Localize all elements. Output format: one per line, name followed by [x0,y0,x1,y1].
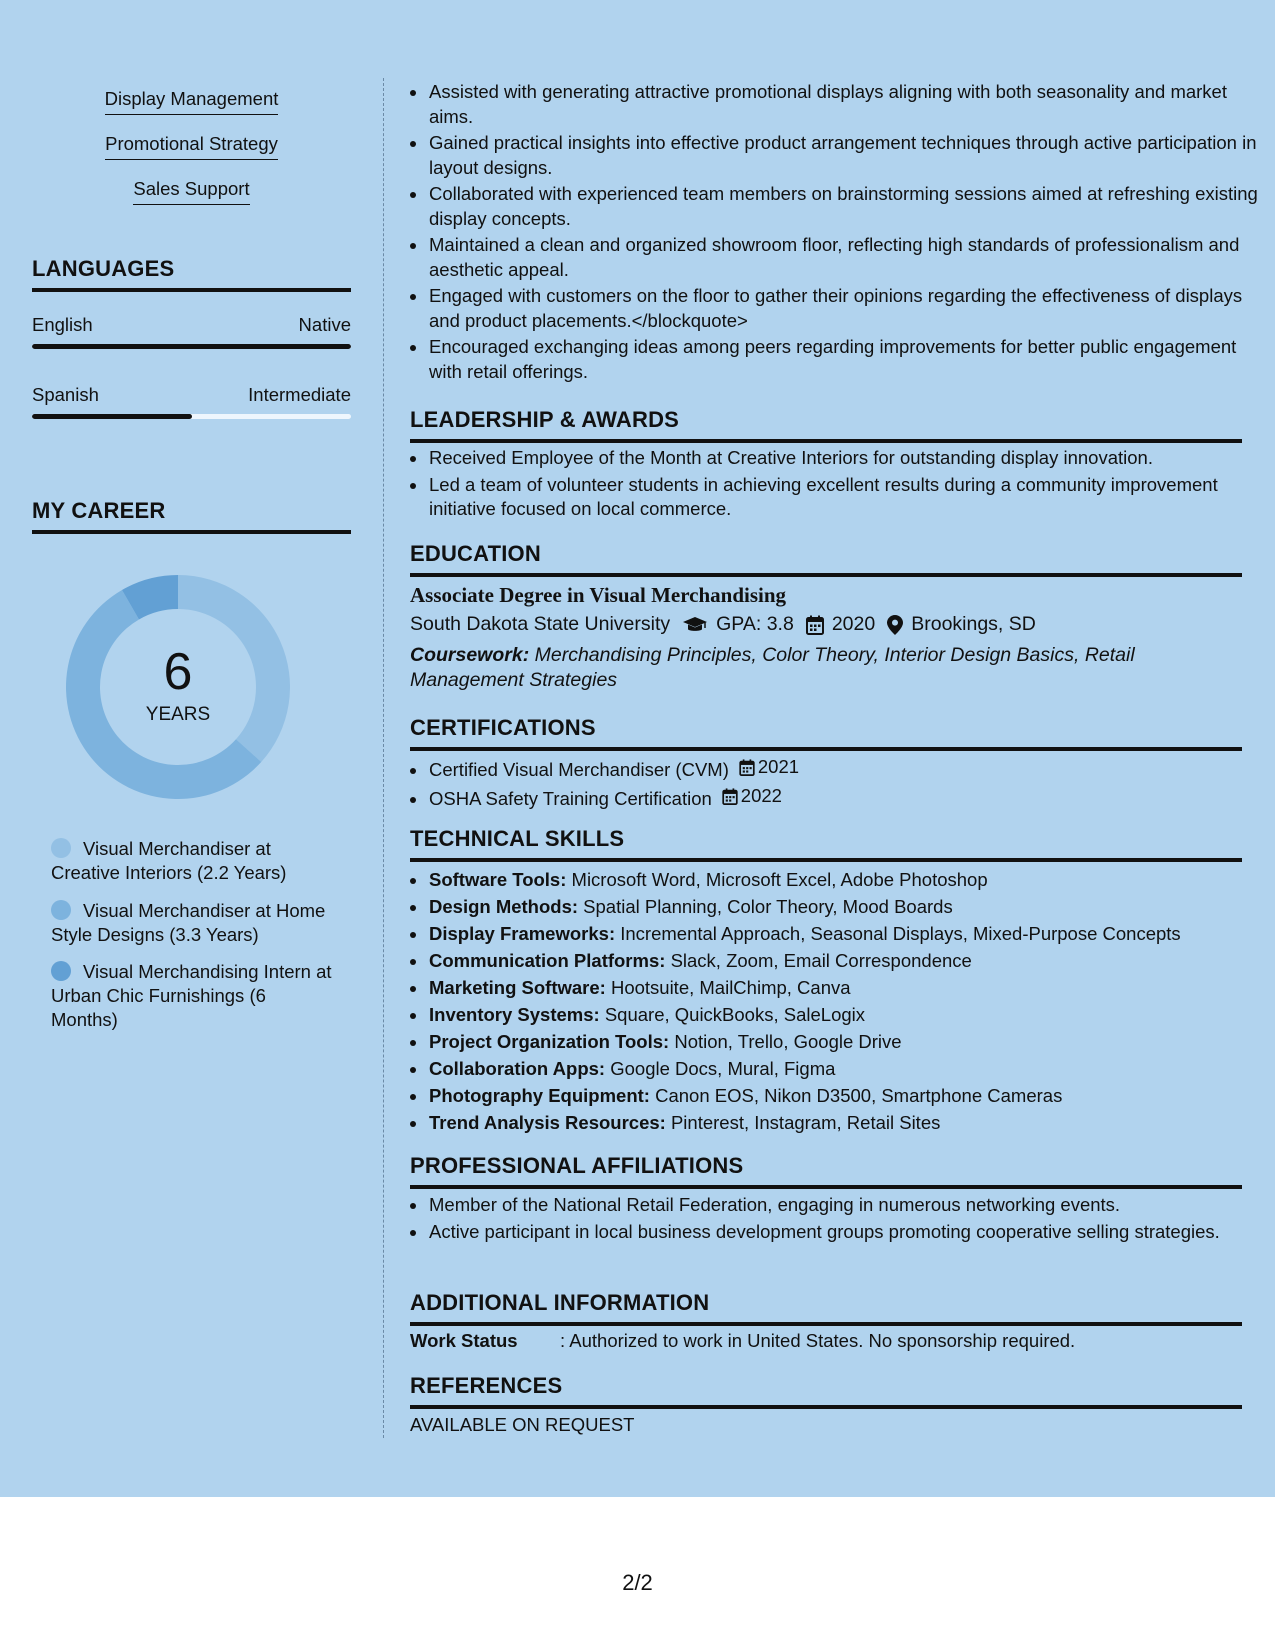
column-divider [383,78,384,1438]
sidebar [32,0,351,1440]
list-item: • Led a team of volunteer students in achieving excellent results during a community improvement initiative focused on local commerce. [428,473,1260,522]
legend-dot [51,961,71,981]
technical-skills-list [410,867,1260,1137]
cert-date: 2021 [739,755,799,780]
main-content [410,0,1258,1440]
list-item: • Encouraged exchanging ideas among peers regarding improvements for better public engagement with retail offerings. [428,335,1260,384]
skill-tag: Promotional Strategy [32,133,351,160]
affiliations-list [410,1193,1260,1246]
career-legend-item: Visual Merchandising Intern at Urban Chic Furnishings (6 Months) [51,961,332,1030]
list-item: • Photography Equipment: Canon EOS, Nikon D3500, Smartphone Cameras [428,1083,1260,1108]
affiliations-heading: PROFESSIONAL AFFILIATIONS [410,1153,1242,1189]
language-proficiency-bar [32,344,351,349]
coursework-label: Coursework: [410,644,530,666]
career-total-unit: YEARS [145,704,211,725]
location-pin-icon [887,615,903,635]
career-total-number: 6 [163,643,193,701]
language-level: Intermediate [248,384,351,405]
school-location: Brookings, SD [911,613,1036,635]
education-heading: EDUCATION [410,541,1242,577]
certifications-list [410,755,1260,814]
legend-dot [51,838,71,858]
language-proficiency-fill [32,344,351,349]
technical-skills-heading: TECHNICAL SKILLS [410,826,1242,862]
graduation-cap-icon [682,616,708,634]
list-item: • Certified Visual Merchandiser (CVM) 2021 [428,755,1260,782]
calendar-icon [722,788,738,805]
language-proficiency-bar [32,414,351,419]
coursework-list: Merchandising Principles, Color Theory, Interior Design Basics, Retail Management Strategies [410,644,1135,691]
cert-date: 2022 [722,784,782,809]
coursework [410,643,1170,693]
list-item: • Communication Platforms: Slack, Zoom, Email Correspondence [428,948,1260,973]
list-item: • Member of the National Retail Federation, engaging in numerous networking events. [428,1193,1260,1218]
additional-info-heading: ADDITIONAL INFORMATION [410,1290,1242,1326]
language-name: Spanish [32,384,99,405]
list-item: • OSHA Safety Training Certification 2022 [428,784,1260,811]
language-row [32,384,351,406]
list-item: • Collaborated with experienced team members on brainstorming sessions aimed at refreshing existing display concepts. [428,182,1260,231]
work-status-row [410,1330,1075,1352]
skill-tag: Sales Support [32,178,351,205]
graduation-year: 2020 [831,613,876,635]
experience-bullets [410,80,1260,386]
list-item: • Maintained a clean and organized showroom floor, reflecting high standards of professionalism and aesthetic appeal. [428,233,1260,282]
work-status-label: Work Status [410,1330,518,1351]
list-item: • Trend Analysis Resources: Pinterest, Instagram, Retail Sites [428,1110,1260,1135]
calendar-icon [806,615,824,635]
career-legend-item: Visual Merchandiser at Creative Interiors (2.2 Years) [51,838,287,883]
list-item: • Received Employee of the Month at Creative Interiors for outstanding display innovation. [428,446,1260,471]
certifications-heading: CERTIFICATIONS [410,715,1242,751]
list-item: • Display Frameworks: Incremental Approach, Seasonal Displays, Mixed-Purpose Concepts [428,921,1260,946]
language-proficiency-fill [32,414,192,419]
references-heading: REFERENCES [410,1373,1242,1409]
list-item: • Collaboration Apps: Google Docs, Mural, Figma [428,1056,1260,1081]
degree-title: Associate Degree in Visual Merchandising [410,583,787,607]
school-name: South Dakota State University [410,613,671,635]
page-number: 2/2 [622,1570,653,1595]
work-status-value: : Authorized to work in United States. No sponsorship required. [560,1330,1076,1351]
career-total [66,575,290,799]
language-level: Native [298,314,351,335]
list-item: • Marketing Software: Hootsuite, MailChimp, Canva [428,975,1260,1000]
language-row [32,314,351,336]
list-item: • Engaged with customers on the floor to gather their opinions regarding the effectiveness of displays and product placements.</blockquote> [428,284,1260,333]
list-item: • Assisted with generating attractive promotional displays aligning with both seasonality and market aims. [428,80,1260,129]
list-item: • Inventory Systems: Square, QuickBooks, SaleLogix [428,1002,1260,1027]
legend-dot [51,900,71,920]
language-name: English [32,314,93,335]
list-item: • Project Organization Tools: Notion, Trello, Google Drive [428,1029,1260,1054]
career-heading: MY CAREER [32,498,351,534]
list-item: • Design Methods: Spatial Planning, Color Theory, Mood Boards [428,894,1260,919]
languages-heading: LANGUAGES [32,256,351,292]
skill-tag: Display Management [32,88,351,115]
career-legend-item: Visual Merchandiser at Home Style Designs (3.3 Years) [51,900,326,945]
gpa: GPA: 3.8 [716,613,794,635]
list-item: • Gained practical insights into effective product arrangement techniques through active participation in layout designs. [428,131,1260,180]
list-item: • Active participant in local business development groups promoting cooperative selling strategies. [428,1220,1260,1245]
list-item: • Software Tools: Microsoft Word, Microsoft Excel, Adobe Photoshop [428,867,1260,892]
references-text: AVAILABLE ON REQUEST [410,1414,635,1435]
leadership-heading: LEADERSHIP & AWARDS [410,407,1242,443]
education-details [410,613,1036,636]
calendar-icon [739,759,755,776]
leadership-list [410,446,1260,524]
